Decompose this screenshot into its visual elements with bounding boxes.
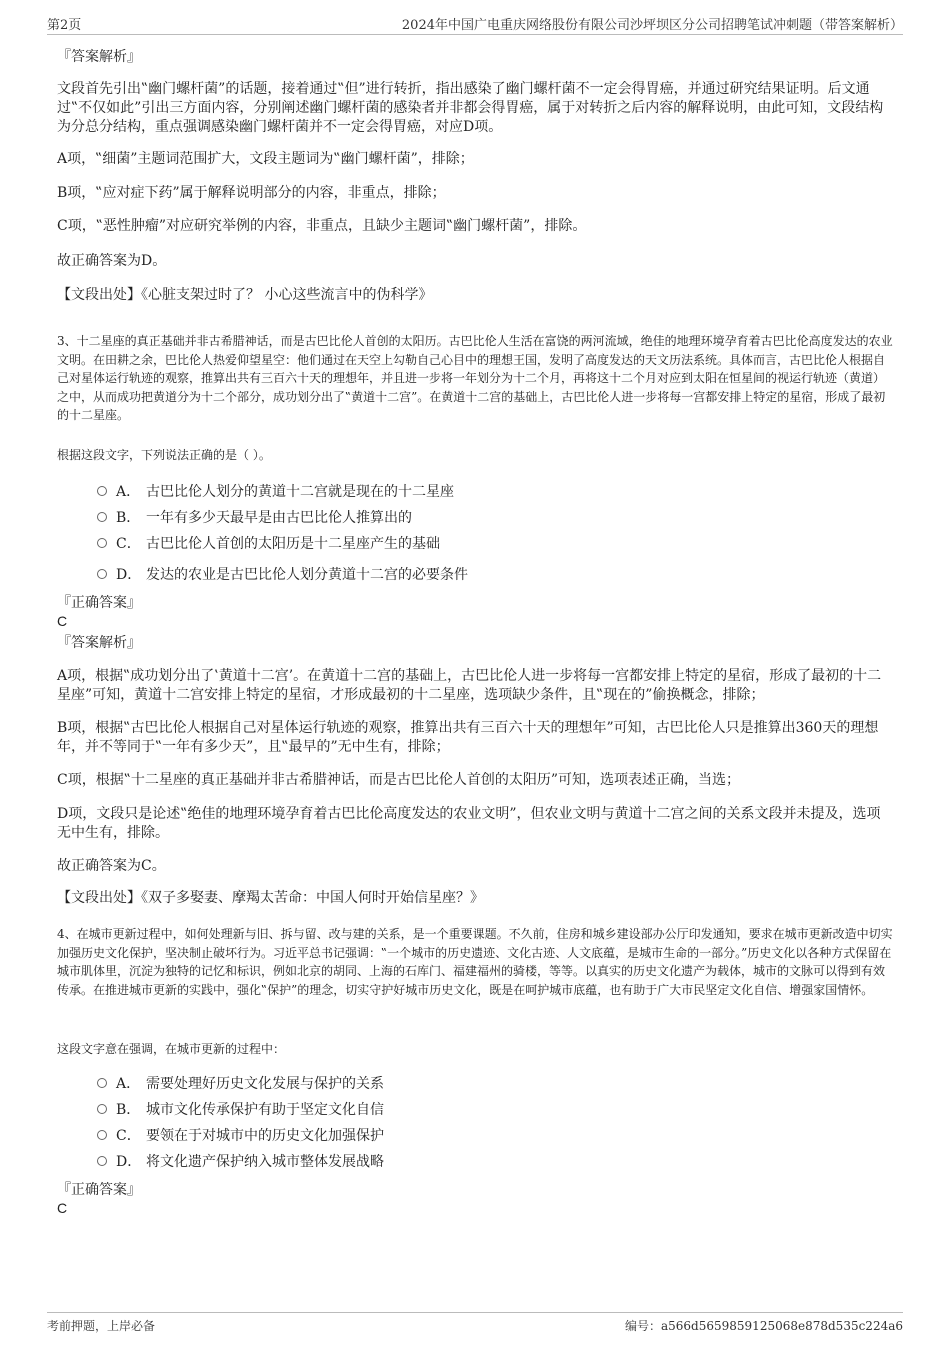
q3-option-d[interactable]	[97, 565, 468, 585]
option-text: 古巴比伦人首创的太阳历是十二星座产生的基础	[146, 536, 440, 552]
q3-option-a-analysis: A项，根据‟成功划分出了‛黄道十二宫’。在黄道十二宫的基础上，古巴比伦人进一步将每一宫都安排上特定的星宿，形成了最初的十二星座”可知，黄道十二宫安排上特定的星宿，才形成最初的十二星座，选项缺少条件，且‟现在的”偷换概念，排除；	[57, 668, 882, 703]
option-label: B．	[116, 510, 141, 526]
radio-icon[interactable]	[97, 512, 107, 522]
option-text: 需要处理好历史文化发展与保护的关系	[146, 1076, 384, 1092]
q4-answer-label: 『正确答案』	[57, 1182, 141, 1198]
q3-option-d-analysis: D项，文段只是论述‟绝佳的地理环境孕育着古巴比伦高度发达的农业文明”，但农业文明与黄道十二宫之间的关系文段并未提及，选项无中生有，排除。	[57, 806, 881, 841]
prev-analysis-label: 『答案解析』	[57, 49, 141, 65]
prev-source: 【文段出处】《心脏支架过时了？ 小心这些流言中的伪科学》	[57, 287, 433, 303]
option-text: 一年有多少天最早是由古巴比伦人推算出的	[146, 510, 412, 526]
prev-option-c-analysis: C项，‟恶性肿瘤”对应研究举例的内容，非重点，且缺少主题词‟幽门螺杆菌”，排除。	[57, 218, 587, 234]
radio-icon[interactable]	[97, 1130, 107, 1140]
option-label: B．	[116, 1102, 141, 1118]
radio-icon[interactable]	[97, 1104, 107, 1114]
document-title: 2024年中国广电重庆网络股份有限公司沙坪坝区分公司招聘笔试冲刺题（带答案解析）	[401, 18, 903, 33]
q4-option-a[interactable]	[97, 1074, 384, 1094]
q4-option-c[interactable]	[97, 1126, 384, 1146]
prev-conclusion: 故正确答案为D。	[57, 253, 167, 269]
option-label: D．	[116, 567, 142, 583]
q3-option-c-analysis: C项，根据‟十二星座的真正基础并非古希腊神话，而是古巴比伦人首创的太阳历”可知，选项表述正确，当选；	[57, 772, 741, 788]
option-text: 要领在于对城市中的历史文化加强保护	[146, 1128, 384, 1144]
q4-stem: 这段文字意在强调，在城市更新的过程中：	[57, 1042, 286, 1056]
prev-analysis-paragraph: 文段首先引出‟幽门螺杆菌”的话题，接着通过‟但”进行转折，指出感染了幽门螺杆菌不一定会得胃癌，并通过研究结果证明。后文通过‟不仅如此”引出三方面内容，分别阐述幽门螺杆菌的感染者并非都会得胃癌，属于对转折之后内容的解释说明，由此可知，文段结构为分总分结构，重点强调感染幽门螺杆菌并不一定会得胃癌，对应D项。	[57, 81, 884, 135]
option-label: A．	[116, 1076, 141, 1092]
radio-icon[interactable]	[97, 569, 107, 579]
prev-option-b-analysis: B项，‟应对症下药”属于解释说明部分的内容，非重点，排除；	[57, 185, 446, 201]
radio-icon[interactable]	[97, 538, 107, 548]
q4-passage: 4、在城市更新过程中，如何处理新与旧、拆与留、改与建的关系，是一个重要课题。不久前，住房和城乡建设部办公厅印发通知，要求在城市更新改造中切实加强历史文化保护，坚决制止破坏行为。习近平总书记强调：‟一个城市的历史遗迹、文化古迹、人文底蕴，是城市生命的一部分。”历史文化以各种方式保留在城市肌体里，沉淀为独特的记忆和标识，例如北京的胡同、上海的石库门、福建福州的骑楼，等等。以真实的历史文化遗产为载体，城市的文脉可以得到有效传承。在推进城市更新的实践中，强化‟保护”的理念，切实守护好城市历史文化，既是在呵护城市底蕴，也有助于广大市民坚定文化自信、增强家国情怀。	[57, 927, 893, 997]
radio-icon[interactable]	[97, 1156, 107, 1166]
radio-icon[interactable]	[97, 1078, 107, 1088]
option-label: A．	[116, 484, 141, 500]
q3-answer: C	[57, 613, 68, 629]
q4-option-b[interactable]	[97, 1100, 384, 1120]
q3-passage: 3、十二星座的真正基础并非古希腊神话，而是古巴比伦人首创的太阳历。古巴比伦人生活在富饶的两河流域，绝佳的地理环境孕育着古巴比伦高度发达的农业文明。在田耕之余，巴比伦人热爱仰望星空：他们通过在天空上勾勒自己心目中的理想王国，发明了高度发达的天文历法系统。具体而言，古巴比伦人根据自己对星体运行轨迹的观察，推算出共有三百六十天的理想年，并且进一步将一年划分为十二个月，再将这十二个月对应到太阳在恒星间的视运行轨迹（黄道）之中，从而成功把黄道分为十二个部分，成功划分出了‟黄道十二宫”。在黄道十二宫的基础上，古巴比伦人进一步将每一宫都安排上特定的星宿，形成了最初的十二星座。	[57, 334, 893, 422]
q4-option-d[interactable]	[97, 1152, 384, 1172]
q3-option-a[interactable]	[97, 482, 454, 502]
q3-option-c[interactable]	[97, 534, 440, 554]
q3-analysis-label: 『答案解析』	[57, 635, 141, 651]
q3-option-b-analysis: B项，根据‟古巴比伦人根据自己对星体运行轨迹的观察，推算出共有三百六十天的理想年”可知，古巴比伦人只是推算出360天的理想年，并不等同于‟一年有多少天”，且‟最早的”无中生有，排除；	[57, 720, 879, 755]
q3-option-b[interactable]	[97, 508, 412, 528]
q3-source: 【文段出处】《双子多娶妻、摩羯太苦命：中国人何时开始信星座？》	[57, 890, 484, 906]
q3-conclusion: 故正确答案为C。	[57, 858, 166, 874]
q3-answer-label: 『正确答案』	[57, 595, 141, 611]
prev-option-a-analysis: A项，‟细菌”主题词范围扩大，文段主题词为‟幽门螺杆菌”，排除；	[57, 151, 474, 167]
document-id: 编号：a566d5659859125068e878d535c224a6	[625, 1319, 903, 1333]
option-text: 将文化遗产保护纳入城市整体发展战略	[146, 1154, 384, 1170]
option-text: 古巴比伦人划分的黄道十二宫就是现在的十二星座	[146, 484, 454, 500]
page-number: 第2页	[47, 18, 82, 33]
option-label: C．	[116, 1128, 141, 1144]
option-label: C．	[116, 536, 141, 552]
option-text: 城市文化传承保护有助于坚定文化自信	[146, 1102, 384, 1118]
radio-icon[interactable]	[97, 486, 107, 496]
page-header	[47, 12, 903, 35]
option-label: D．	[116, 1154, 142, 1170]
footer-slogan: 考前押题，上岸必备	[47, 1319, 156, 1333]
q3-stem: 根据这段文字，下列说法正确的是（ ）。	[57, 448, 271, 462]
option-text: 发达的农业是古巴比伦人划分黄道十二宫的必要条件	[146, 567, 468, 583]
page-footer	[47, 1312, 903, 1335]
q4-answer: C	[57, 1200, 68, 1216]
